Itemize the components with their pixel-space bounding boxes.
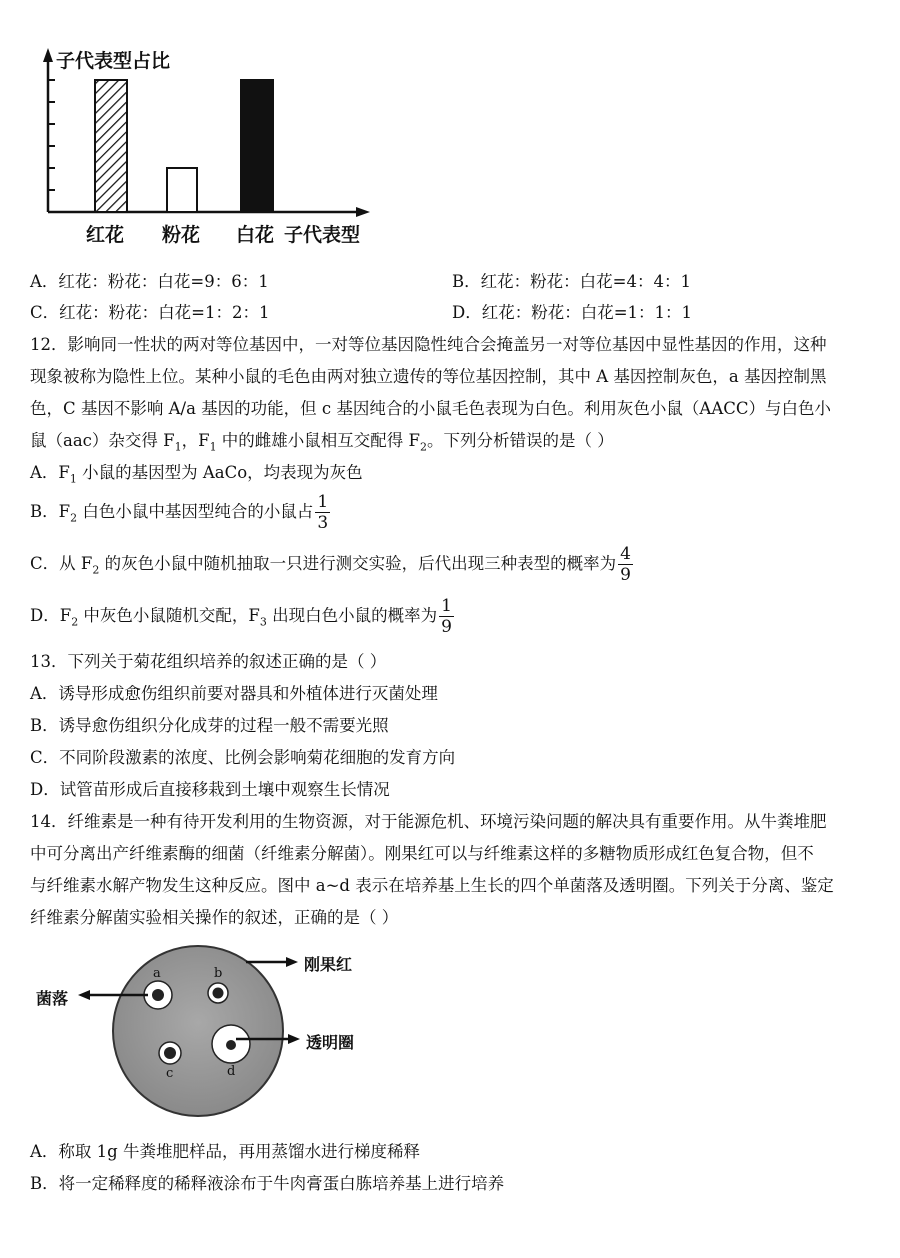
q12-optD-den: 9	[441, 617, 452, 637]
y-axis-label: 子代表型占比	[56, 50, 171, 72]
label-colony: 菌落	[36, 989, 69, 1008]
q12-optC-fraction	[618, 544, 633, 585]
q12-optC-sub: 2	[92, 563, 100, 577]
q13-option-b: B．诱导愈伤组织分化成芽的过程一般不需要光照	[30, 716, 389, 735]
colony-c	[164, 1047, 176, 1059]
q14-stem-line2: 中可分离出产纤维素酶的细菌（纤维素分解菌）。刚果红可以与纤维素这样的多糖物质形成红色复合物，但不	[30, 844, 814, 863]
q12-optC-num: 4	[620, 544, 631, 564]
bar-pink	[167, 168, 197, 212]
q12-option-d	[30, 594, 454, 644]
q13-option-d: D．试管苗形成后直接移栽到土壤中观察生长情况	[30, 780, 390, 799]
q12-sub-2a: 2	[420, 440, 428, 454]
x-tick-label-pink: 粉花	[162, 224, 201, 246]
q12-optD-c: 出现白色小鼠的概率为	[266, 606, 438, 625]
q13-option-a: A．诱导形成愈伤组织前要对器具和外植体进行灭菌处理	[30, 684, 438, 703]
bar-red	[95, 80, 127, 212]
petri-dish-diagram	[0, 930, 420, 1130]
q12-option-b	[30, 490, 330, 540]
colony-d	[226, 1040, 236, 1050]
q12-optD-a: D．F	[30, 606, 72, 625]
q12-stem4-d: 。下列分析错误的是（ ）	[427, 431, 614, 450]
q12-optC-a: C．从 F	[30, 554, 93, 573]
q14-option-b: B．将一定稀释度的稀释液涂布于牛肉膏蛋白胨培养基上进行培养	[30, 1174, 505, 1193]
arrow-halo-head	[288, 1034, 300, 1044]
q12-optD-b: 中灰色小鼠随机交配，F	[78, 606, 260, 625]
arrow-colony-head	[78, 990, 90, 1000]
q12-optA-sub: 1	[69, 472, 77, 486]
q12-optC-b: 的灰色小鼠中随机抽取一只进行测交实验，后代出现三种表型的概率为	[99, 554, 617, 573]
q12-optD-sub2: 2	[71, 615, 79, 629]
q12-optB-a: B．F	[30, 502, 71, 521]
arrow-congo-red-head	[286, 957, 298, 967]
label-halo: 透明圈	[306, 1033, 355, 1052]
q12-stem-line2: 现象被称为隐性上位。某种小鼠的毛色由两对独立遗传的等位基因控制，其中 A 基因控制灰色，a 基因控制黑	[30, 367, 827, 386]
q12-optB-fraction	[315, 492, 330, 533]
q14-stem-line3: 与纤维素水解产物发生这种反应。图中 a~d 表示在培养基上生长的四个单菌落及透明圈。下列关于分离、鉴定	[30, 876, 834, 895]
bar-chart-svg	[0, 0, 420, 250]
q14-option-a: A．称取 1g 牛粪堆肥样品，再用蒸馏水进行梯度稀释	[30, 1142, 420, 1161]
q12-optA-b: 小鼠的基因型为 AaCo，均表现为灰色	[76, 463, 363, 482]
colony-a	[152, 989, 164, 1001]
y-axis-arrow	[43, 48, 53, 62]
q12-stem-line3: 色，C 基因不影响 A/a 基因的功能，但 c 基因纯合的小鼠毛色表现为白色。利用灰色小鼠（AACC）与白色小	[30, 399, 831, 418]
label-d: d	[227, 1064, 236, 1079]
colony-b	[213, 988, 224, 999]
q12-sub-1a: 1	[174, 440, 182, 454]
q12-optA-a: A．F	[30, 463, 70, 482]
petri-dish-svg	[0, 930, 420, 1130]
bar-white	[241, 80, 273, 212]
q12-optB-b: 白色小鼠中基因型纯合的小鼠占	[77, 502, 314, 521]
x-axis-arrow	[356, 207, 370, 217]
q13-stem: 13．下列关于菊花组织培养的叙述正确的是（ ）	[30, 652, 387, 671]
q11-option-c: C．红花：粉花：白花=1：2：1	[30, 303, 270, 322]
label-a: a	[153, 966, 161, 981]
q11-option-a: A．红花：粉花：白花=9：6：1	[30, 272, 269, 291]
q12-optD-sub3: 3	[259, 615, 267, 629]
q12-optB-sub: 2	[70, 511, 78, 525]
q12-stem4-c: 中的雌雄小鼠相互交配得 F	[216, 431, 421, 450]
q12-optB-num: 1	[317, 492, 329, 512]
q12-optC-den: 9	[620, 565, 631, 585]
q12-stem4-b: ，F	[181, 431, 210, 450]
q14-stem-line4: 纤维素分解菌实验相关操作的叙述，正确的是（ ）	[30, 908, 399, 927]
q12-optD-fraction	[439, 596, 454, 637]
bar-chart	[0, 0, 420, 250]
q12-stem-line4	[30, 431, 614, 457]
q13-option-c: C．不同阶段激素的浓度、比例会影响菊花细胞的发育方向	[30, 748, 456, 767]
q11-option-b: B．红花：粉花：白花=4：4：1	[452, 272, 691, 291]
label-b: b	[214, 966, 223, 981]
q12-stem4-a: 鼠（aac）杂交得 F	[30, 431, 175, 450]
q12-optB-den: 3	[317, 513, 329, 533]
x-tick-label-white: 白花	[236, 224, 275, 246]
q11-option-d: D．红花：粉花：白花=1：1：1	[452, 303, 693, 322]
label-congo-red: 刚果红	[304, 955, 353, 974]
q12-optD-num: 1	[441, 596, 452, 616]
x-axis-label: 子代表型	[284, 224, 361, 246]
q12-sub-1b: 1	[209, 440, 217, 454]
q12-stem-line1: 12．影响同一性状的两对等位基因中，一对等位基因隐性纯合会掩盖另一对等位基因中显性基因的作用，这种	[30, 335, 827, 354]
label-c: c	[166, 1066, 174, 1081]
q12-option-c	[30, 542, 633, 592]
q12-option-a	[30, 463, 363, 489]
petri-dish	[113, 946, 283, 1116]
q14-stem-line1: 14．纤维素是一种有待开发利用的生物资源，对于能源危机、环境污染问题的解决具有重要作用。从牛粪堆肥	[30, 812, 827, 831]
x-tick-label-red: 红花	[86, 224, 125, 246]
